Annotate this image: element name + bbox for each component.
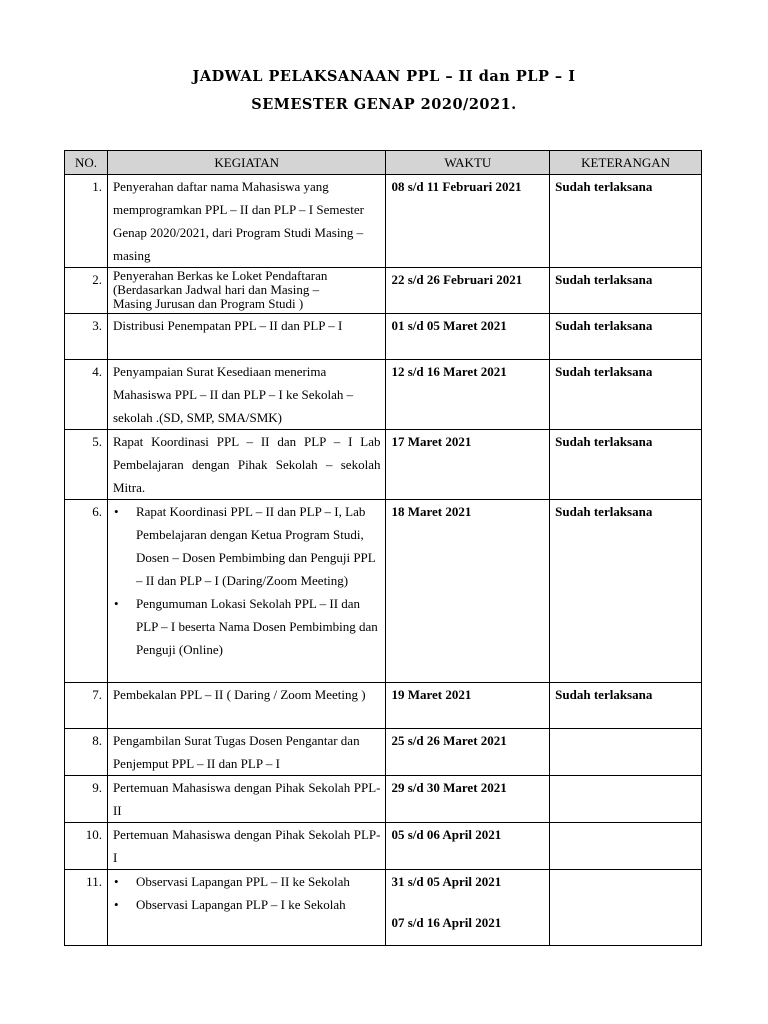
row-waktu: 29 s/d 30 Maret 2021: [386, 776, 550, 823]
row-kegiatan: Distribusi Penempatan PPL – II dan PLP – I: [107, 314, 386, 360]
table-row: [65, 360, 702, 430]
table-row: [65, 729, 702, 776]
row-keterangan: Sudah terlaksana: [550, 683, 702, 729]
row-kegiatan: [107, 268, 386, 314]
row-waktu: 19 Maret 2021: [386, 683, 550, 729]
kegiatan-bullet-item: • Observasi Lapangan PLP – I ke Sekolah: [136, 893, 381, 916]
row-kegiatan: Pertemuan Mahasiswa dengan Pihak Sekolah PLP-I: [107, 823, 386, 870]
row-number: 7.: [65, 683, 108, 729]
row-keterangan: [550, 870, 702, 946]
row-kegiatan: [107, 870, 386, 946]
row-keterangan: Sudah terlaksana: [550, 360, 702, 430]
row-number: 1.: [65, 175, 108, 268]
row-number: 6.: [65, 500, 108, 683]
row-waktu: 12 s/d 16 Maret 2021: [386, 360, 550, 430]
row-kegiatan: Rapat Koordinasi PPL – II dan PLP – I Lab Pembelajaran dengan Pihak Sekolah – sekolah Mitra.: [107, 430, 386, 500]
row-keterangan: Sudah terlaksana: [550, 314, 702, 360]
row-keterangan: Sudah terlaksana: [550, 430, 702, 500]
row-waktu: [386, 870, 550, 946]
col-header-waktu: WAKTU: [386, 151, 550, 175]
row-number: 9.: [65, 776, 108, 823]
row-kegiatan: Pengambilan Surat Tugas Dosen Pengantar dan Penjemput PPL – II dan PLP – I: [107, 729, 386, 776]
kegiatan-bullet-list: [112, 870, 381, 916]
document-subtitle: SEMESTER GENAP 2020/2021.: [251, 96, 517, 113]
row-number: 8.: [65, 729, 108, 776]
row-number: 4.: [65, 360, 108, 430]
row-waktu: 22 s/d 26 Februari 2021: [386, 268, 550, 314]
row-keterangan: Sudah terlaksana: [550, 175, 702, 268]
row-keterangan: [550, 729, 702, 776]
kegiatan-bullet-item: • Pengumuman Lokasi Sekolah PPL – II dan PLP – I beserta Nama Dosen Pembimbing dan Penguji (Online): [136, 592, 381, 661]
row-kegiatan: Pertemuan Mahasiswa dengan Pihak Sekolah PPL-II: [107, 776, 386, 823]
row-number: 5.: [65, 430, 108, 500]
row-kegiatan: Penyerahan daftar nama Mahasiswa yang memprogramkan PPL – II dan PLP – I Semester Genap 2020/2021, dari Program Studi Masing – masing: [107, 175, 386, 268]
table-row: [65, 268, 702, 314]
row-kegiatan: Penyampaian Surat Kesediaan menerima Mahasiswa PPL – II dan PLP – I ke Sekolah – sekolah .(SD, SMP, SMA/SMK): [107, 360, 386, 430]
kegiatan-bullet-item: • Observasi Lapangan PPL – II ke Sekolah: [136, 870, 381, 893]
table-row: [65, 683, 702, 729]
row-kegiatan: Pembekalan PPL – II ( Daring / Zoom Meeting ): [107, 683, 386, 729]
col-header-kegiatan: KEGIATAN: [107, 151, 386, 175]
table-row: [65, 870, 702, 946]
col-header-keterangan: KETERANGAN: [550, 151, 702, 175]
table-row: [65, 776, 702, 823]
row-keterangan: Sudah terlaksana: [550, 268, 702, 314]
row-waktu: 18 Maret 2021: [386, 500, 550, 683]
kegiatan-line: Masing Jurusan dan Program Studi ): [112, 296, 304, 311]
row-waktu: 05 s/d 06 April 2021: [386, 823, 550, 870]
waktu-line: 31 s/d 05 April 2021: [391, 874, 502, 889]
row-waktu: 17 Maret 2021: [386, 430, 550, 500]
col-header-no: NO.: [65, 151, 108, 175]
table-row: [65, 823, 702, 870]
table-row: [65, 314, 702, 360]
row-waktu: 01 s/d 05 Maret 2021: [386, 314, 550, 360]
row-kegiatan: [107, 500, 386, 683]
row-waktu: 25 s/d 26 Maret 2021: [386, 729, 550, 776]
kegiatan-line: (Berdasarkan Jadwal hari dan Masing –: [112, 282, 320, 297]
kegiatan-bullet-item: • Rapat Koordinasi PPL – II dan PLP – I, Lab Pembelajaran dengan Ketua Program Studi, Dosen – Dosen Pembimbing dan Penguji PPL – II dan PLP – I (Daring/Zoom Meeting): [136, 500, 381, 592]
table-row: [65, 430, 702, 500]
kegiatan-line: Penyerahan Berkas ke Loket Pendaftaran: [112, 268, 328, 283]
table-header-row: [65, 151, 702, 175]
row-number: 10.: [65, 823, 108, 870]
table-row: [65, 500, 702, 683]
row-keterangan: Sudah terlaksana: [550, 500, 702, 683]
document-title: JADWAL PELAKSANAAN PPL – II dan PLP – I: [192, 68, 576, 85]
row-keterangan: [550, 823, 702, 870]
row-number: 11.: [65, 870, 108, 946]
kegiatan-bullet-list: [112, 500, 381, 661]
waktu-line: 07 s/d 16 April 2021: [391, 915, 502, 930]
row-number: 2.: [65, 268, 108, 314]
row-keterangan: [550, 776, 702, 823]
row-number: 3.: [65, 314, 108, 360]
row-waktu: 08 s/d 11 Februari 2021: [386, 175, 550, 268]
table-row: [65, 175, 702, 268]
schedule-table: [64, 150, 702, 946]
